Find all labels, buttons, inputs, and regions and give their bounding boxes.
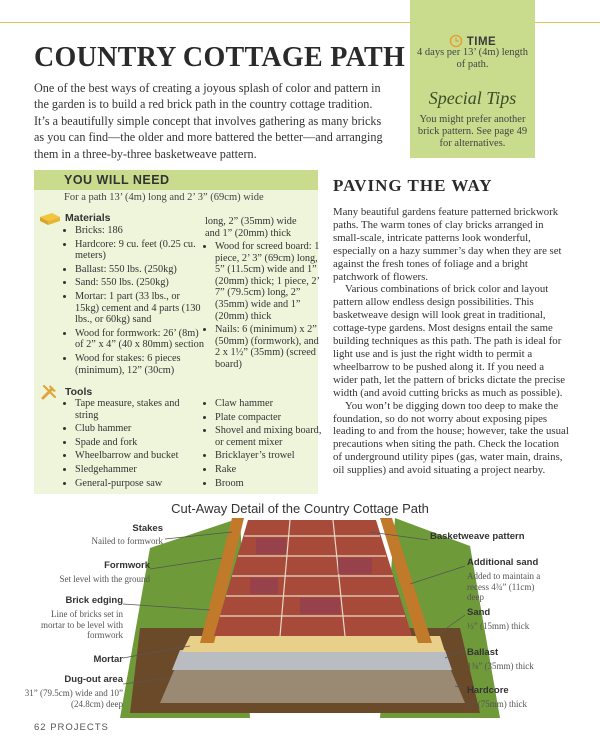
label-hardcore: Hardcore <box>467 685 509 696</box>
material-item: • Wood for screed board: 1 piece, 2’ 3” (69cm) long, 5” (11.5cm) wide and 1” (20mm) thick; 1 piece, 2’ 7” (79.5cm) long, 2” (35mm) wide and 1” (20mm) thick <box>215 241 323 322</box>
materials-heading: Materials <box>65 212 111 224</box>
label-formwork: Formwork <box>104 560 150 571</box>
label-hardcore-desc: 3” (75mm) thick <box>467 699 527 709</box>
hardcore-layer <box>160 668 465 703</box>
tool-item: • Claw hammer <box>215 398 323 410</box>
material-item: • Ballast: 550 lbs. (250kg) <box>75 264 205 276</box>
brick-path <box>214 520 412 636</box>
label-additional-sand: Additional sand <box>467 557 539 568</box>
material-item: • Wood for stakes: 6 pieces (minimum), 12” (30cm) <box>75 353 205 376</box>
tools-list-continued <box>205 398 323 491</box>
material-item: • Wood for formwork: 26’ (8m) of 2” x 4” (40 x 80mm) section <box>75 328 205 351</box>
material-item: • Bricks: 186 <box>75 225 205 237</box>
page-footer <box>34 722 109 733</box>
intro-paragraph: One of the best ways of creating a joyous splash of color and pattern in the garden is to build a red brick path in the country cottage tradition. It’s a beautifully simple concept that involves gathering as many bricks as you can find—the older and more battered the better—and arranging them in a three-by-three basketweave pattern. <box>34 81 383 161</box>
tools-list <box>65 398 205 491</box>
sidebar-panel <box>410 0 535 158</box>
time-label: TIME <box>466 36 497 48</box>
tool-item: • Sledgehammer <box>75 464 205 476</box>
label-stakes: Stakes <box>132 523 163 534</box>
page-number: 62 <box>34 722 47 733</box>
ballast-layer <box>172 650 452 670</box>
tool-item: • Plate compacter <box>215 412 323 424</box>
tool-item: • Tape measure, stakes and string <box>75 398 205 421</box>
label-stakes-desc: Nailed to formwork <box>91 536 163 546</box>
label-ballast-desc: 1⅜” (35mm) thick <box>467 661 534 671</box>
label-brick-edging: Brick edging <box>65 595 123 606</box>
paving-body <box>333 206 569 477</box>
tool-item: • Spade and fork <box>75 437 205 449</box>
special-tips-heading: Special Tips <box>428 88 517 108</box>
material-item: • Nails: 6 (minimum) x 2” (50mm) (formwork), and 2 x 1½” (35mm) (screed board) <box>215 324 323 370</box>
material-item: • Mortar: 1 part (33 lbs., or 15kg) cement and 4 parts (130 lbs., or 60kg) sand <box>75 291 205 326</box>
tool-item: • Broom <box>215 478 323 490</box>
brick-icon <box>38 211 62 227</box>
tool-item: • General-purpose saw <box>75 478 205 490</box>
you-will-need-box <box>34 170 322 494</box>
sand-layer <box>182 636 445 652</box>
label-dug-out-area-desc: 31” (79.5cm) wide and 10” (24.8cm) deep <box>24 688 123 709</box>
label-formwork-desc: Set level with the ground <box>59 574 150 584</box>
paving-paragraph-2: Various combinations of brick color and layout pattern allow endless design possibilities. This basketweave design will look great in traditional, cottage-type gardens. Most designs entail the same building techniques as this path. The path is ideal for light use and is just the right width to permit a wheelbarrow to be pushed along it. If you need a wider path, let the pattern of bricks dictate the precise width (and avoid cutting bricks as much as possible). <box>333 283 566 399</box>
label-sand: Sand <box>467 607 491 618</box>
tools-icon <box>40 383 58 401</box>
label-mortar: Mortar <box>93 654 123 665</box>
time-text: 4 days per 13’ (4m) length of path. <box>417 47 528 70</box>
you-will-need-subtitle: For a path 13’ (4m) long and 2’ 3” (69cm) wide <box>64 192 264 203</box>
diagram-title: Cut-Away Detail of the Country Cottage Path <box>171 501 429 516</box>
tool-item: • Rake <box>215 464 323 476</box>
page-title: COUNTRY COTTAGE PATH <box>34 42 406 73</box>
tool-item: • Club hammer <box>75 423 205 435</box>
tool-item: • Shovel and mixing board, or cement mixer <box>215 425 323 448</box>
tools-heading: Tools <box>65 386 93 398</box>
label-ballast: Ballast <box>467 647 499 658</box>
material-item: • Sand: 550 lbs. (250kg) <box>75 277 205 289</box>
materials-continued: long, 2” (35mm) wide and 1” (20mm) thick <box>205 216 297 239</box>
material-item: • Hardcore: 9 cu. feet (0.25 cu. meters) <box>75 239 205 262</box>
you-will-need-title: YOU WILL NEED <box>64 173 170 187</box>
materials-list <box>65 225 205 378</box>
label-basketweave: Basketweave pattern <box>430 531 525 542</box>
label-sand-desc: ½” (15mm) thick <box>467 621 530 631</box>
tool-item: • Wheelbarrow and bucket <box>75 450 205 462</box>
special-tips-text: You might prefer another brick pattern. See page 49 for alternatives. <box>417 114 528 149</box>
paving-title: PAVING THE WAY <box>333 176 493 195</box>
label-brick-edging-desc: Line of bricks set in mortar to be level with formwork <box>41 609 123 640</box>
section-name: PROJECTS <box>50 722 109 733</box>
tool-item: • Bricklayer’s trowel <box>215 450 323 462</box>
materials-list-continued <box>205 241 323 373</box>
paving-paragraph-3: You won’t be digging down too deep to make the foundation, so do not worry about exposing pipes leading to and from the house; however, take the usual precautions when siting the path. Check the location of underground utility pipes (gas, water main, drains, oil supplies) and avoid situating a project nearby. <box>333 399 569 477</box>
you-will-need-header <box>34 170 318 190</box>
paving-paragraph-1: Many beautiful gardens feature patterned brickwork paths. The warm tones of clay bricks arranged in small-scale, intricate patterns look wonderful, especially on a hazy summer’s day when they are set against the fresh tones of foliage and a bright patchwork of flowers. <box>333 206 562 283</box>
label-additional-sand-desc: Added to maintain a recess 4¾” (11cm) deep <box>467 571 541 602</box>
label-dug-out-area: Dug-out area <box>64 674 123 685</box>
